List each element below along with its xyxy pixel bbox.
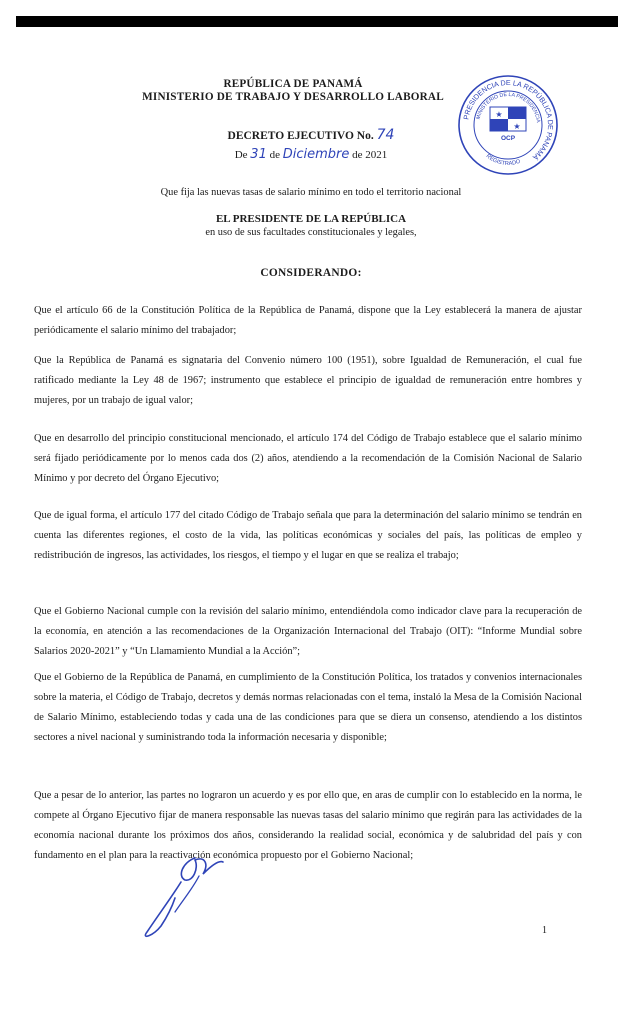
document-page (28, 30, 594, 990)
considerando-paragraph: Que en desarrollo del principio constitucional mencionado, el artículo 174 del Código de Trabajo establece que el salario mínimo será fijado periódicamente por lo menos cada dos (2) años, atendiendo a la recomendación de la Comisión Nacional de Salario Mínimo y por decreto del Órgano Ejecutivo; (34, 433, 582, 484)
header-ministry: MINISTERIO DE TRABAJO Y DESARROLLO LABORAL (142, 91, 444, 103)
header-country: REPÚBLICA DE PANAMÁ (223, 78, 363, 90)
considerando-paragraph: Que el Gobierno de la República de Panamá, en cumplimiento de la Constitución Política, los tratados y convenios internacionales sobre la materia, el Código de Trabajo, decretos y demás normas relacionadas con el tema, instaló la Mesa de la Comisión Nacional de Salario Mínimo, estableciendo todas y cada una de las condiciones para que se diera un consenso, atendiendo a los distintos sectores a nivel nacional y suministrando toda la información necesaria y disponible; (34, 672, 582, 743)
decree-subtitle: Que fija las nuevas tasas de salario mínimo en todo el territorio nacional (160, 187, 462, 198)
page-number: 1 (542, 925, 547, 936)
date-connector: de (269, 149, 280, 161)
decree-label: DECRETO EJECUTIVO No. (227, 130, 374, 142)
powers-line: en uso de sus facultades constitucionales y legales, (205, 227, 417, 238)
considerando-paragraph: Que de igual forma, el artículo 177 del citado Código de Trabajo señala que para la determinación del salario mínimo se tendrán en cuenta las diferentes regiones, el costo de la vida, las políticas económicas y sociales del país, las políticas de empleo y redistribución de ingresos, las actividades, los riesgos, el tiempo y el lugar en que se realiza el trabajo; (34, 510, 582, 561)
date-year: de 2021 (352, 149, 388, 161)
date-prefix: De (234, 149, 248, 161)
considerando-paragraph: Que el Gobierno Nacional cumple con la revisión del salario mínimo, entendiéndola como indicador clave para la recuperación de la economía, en atención a las recomendaciones de la Organización Internacional del Trabajo (OIT): “Informe Mundial sobre Salarios 2020-2021” y “Un Llamamiento Mundial a la Acción”; (34, 606, 582, 657)
considerando-paragraph: Que el artículo 66 de la Constitución Política de la República de Panamá, dispone que la Ley establecerá la manera de ajustar periódicamente el salario mínimo del trabajador; (34, 305, 582, 336)
decree-number-line (28, 127, 594, 143)
svg-text:★: ★ (495, 110, 503, 119)
decree-number: 74 (376, 127, 395, 143)
top-scan-bar (16, 16, 618, 27)
seal-code: OCP (500, 135, 516, 142)
president-title: EL PRESIDENTE DE LA REPÚBLICA (215, 213, 407, 225)
seal-inner-text: MINISTERIO DE LA PRESIDENCIA (475, 91, 541, 124)
considerando-paragraph: Que la República de Panamá es signataria del Convenio número 100 (1951), sobre Igualdad de Remuneración, el cual fue ratificado mediante la Ley 48 de 1967; instrumento que establece el principio de igualdad de remuneración entre hombres y mujeres, por un trabajo de igual valor; (34, 355, 582, 406)
handwritten-signature (133, 852, 243, 944)
seal-ring-text: PRESIDENCIA DE LA REPÚBLICA DE PANAMÁ (461, 77, 556, 163)
svg-text:★: ★ (513, 122, 521, 131)
date-month: Diciembre (282, 147, 350, 162)
considerando-heading: CONSIDERANDO: (260, 267, 362, 279)
decree-date-line (28, 147, 594, 162)
considerando-paragraph: Que a pesar de lo anterior, las partes no lograron un acuerdo y es por ello que, en aras de cumplir con lo establecido en la norma, le compete al Órgano Ejecutivo fijar de manera responsable las nuevas tasas del salario mínimo que regirán para las actividades de la economía nacional durante los próximos dos años, considerando la realidad social, económica y de salubridad del país y con fundamento en el plan para la reactivación económica propuesto por el Gobierno Nacional; (34, 790, 582, 861)
seal-registered-text: REGISTRADO (484, 153, 522, 168)
date-day: 31 (250, 147, 267, 162)
